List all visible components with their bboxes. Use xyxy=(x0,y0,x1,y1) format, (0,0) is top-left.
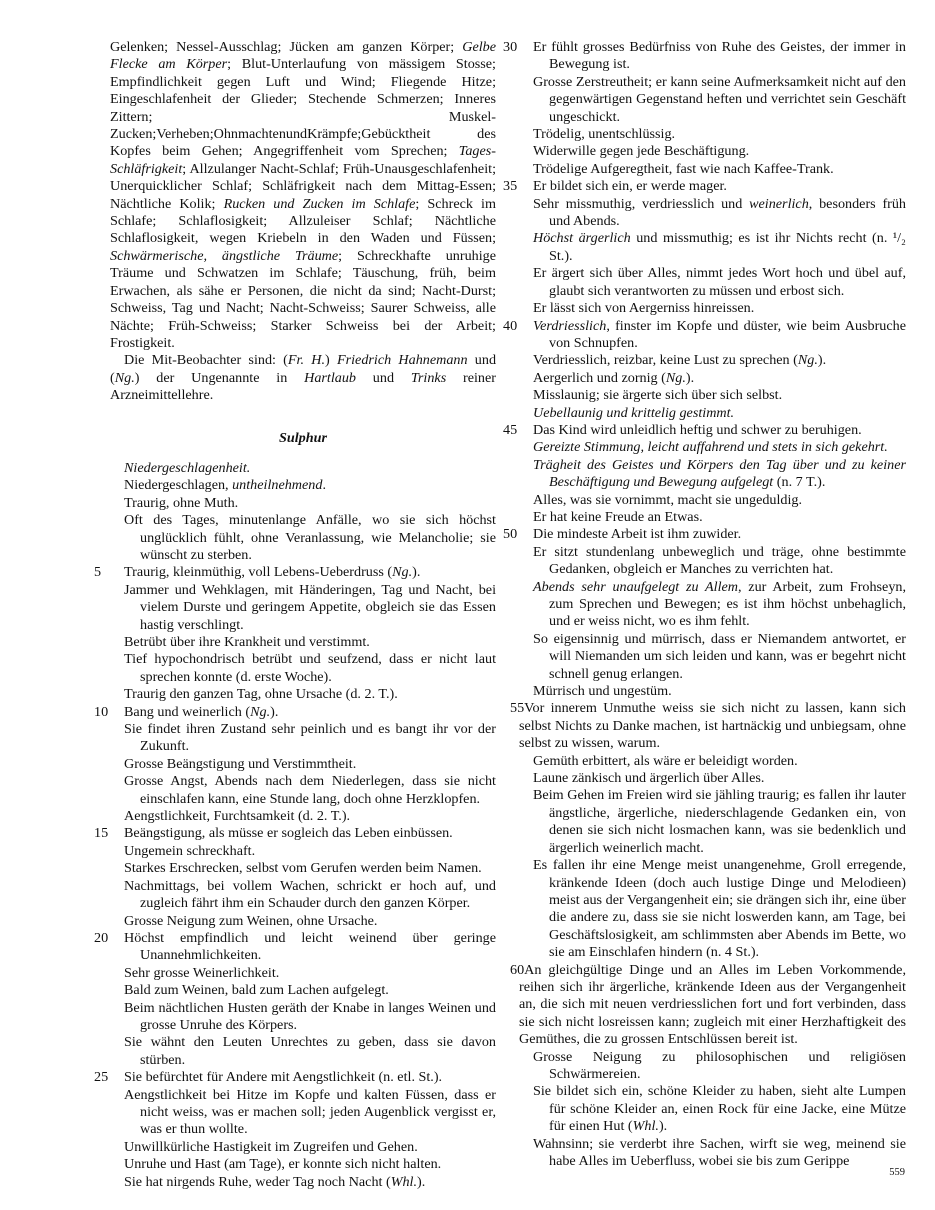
text-run: und xyxy=(355,369,411,386)
symptom-entry xyxy=(110,1034,496,1069)
symptom-entry xyxy=(94,825,496,842)
symptom-entry xyxy=(110,756,496,773)
text-run: . xyxy=(322,477,326,494)
italic-text: Ng. xyxy=(797,352,818,369)
text-run: ). xyxy=(417,1173,426,1190)
symptom-entry xyxy=(519,405,906,422)
symptom-entry xyxy=(110,965,496,982)
symptom-entry xyxy=(519,579,906,631)
text-run: Sehr grosse Weinerlichkeit. xyxy=(124,964,280,981)
text-run: Misslaunig; sie ärgerte sich über sich selbst. xyxy=(533,387,783,404)
entry-number: 15 xyxy=(94,825,109,842)
text-run: reiner Arzneimittellehre. xyxy=(110,369,496,404)
text-run: Grosse Zerstreutheit; er kann seine Aufmerksamkeit nicht auf den gegenwärtigen Gegenstand heften und verrichtet sein Geschäft ungeschickt. xyxy=(533,73,906,125)
observers-paragraph xyxy=(110,352,496,404)
symptom-entry xyxy=(503,178,906,195)
italic-text: Friedrich Hahnemann xyxy=(336,352,468,369)
symptom-entry xyxy=(110,1087,496,1139)
italic-text: Tages-Schläfrigkeit xyxy=(110,143,496,177)
italic-text: Trägheit des Geistes und Körpers den Tag über und zu keiner Beschäftigung und Bewegung aufgelegt xyxy=(533,456,906,491)
text-run: (n. 7 T.). xyxy=(773,474,826,491)
text-run: Er hat keine Freude an Etwas. xyxy=(533,508,703,525)
symptom-entry xyxy=(519,439,906,456)
symptom-entry xyxy=(519,1083,906,1135)
symptom-list-left xyxy=(94,459,496,1191)
text-run: Gelenken; Nessel-Ausschlag; Jücken am ganzen Körper; xyxy=(110,39,463,55)
symptom-entry xyxy=(519,492,906,509)
text-run: ; Schreckhafte unruhige Träume und Schwatzen im Schlafe; Täuschung, früh, beim Erwachen, als sähe er Personen, die nicht da sind; Nacht-Durst; Schweiss, Tag und Nacht; Nacht-Schweiss; Saurer Schweiss, alle Nächte; Früh-Schweiss; Starker Schweiss bei der Arbeit; Frostigkeit. xyxy=(110,247,496,351)
italic-text: Gereizte Stimmung, leicht auffahrend und stets in sich gekehrt. xyxy=(533,439,888,456)
italic-text: Hartlaub xyxy=(304,369,356,386)
symptom-entry xyxy=(519,143,906,160)
symptom-entry xyxy=(503,526,906,543)
text-run: Starkes Erschrecken, selbst vom Gerufen werden beim Namen. xyxy=(124,860,482,877)
symptom-entry xyxy=(110,982,496,999)
text-run: Sie befürchtet für Andere mit Aengstlichkeit (n. etl. St.). xyxy=(124,1069,443,1086)
text-run: Verdriesslich, reizbar, keine Lust zu sprechen ( xyxy=(533,352,798,369)
text-run: Widerwille gegen jede Beschäftigung. xyxy=(533,143,750,160)
text-run: Beängstigung, als müsse er sogleich das Leben einbüssen. xyxy=(124,825,453,842)
right-column xyxy=(503,39,906,1170)
symptom-entry xyxy=(519,74,906,126)
text-run: Traurig, kleinmüthig, voll Lebens-Ueberdruss ( xyxy=(124,564,393,581)
italic-text: Abends sehr unaufgelegt zu Allem xyxy=(533,578,739,595)
symptom-list-right xyxy=(503,39,906,1170)
entry-number: 50 xyxy=(503,526,518,543)
text-run: Die Mit-Beobachter sind: ( xyxy=(124,352,288,369)
symptom-entry xyxy=(519,126,906,143)
symptom-entry xyxy=(110,582,496,634)
symptom-entry xyxy=(519,230,906,265)
italic-text: Whl. xyxy=(632,1118,659,1135)
text-run: Die mindeste Arbeit ist ihm zuwider. xyxy=(533,526,742,543)
text-run: , besonders früh und Abends. xyxy=(549,195,906,230)
text-run: Betrübt über ihre Krankheit und verstimmt. xyxy=(124,634,370,650)
text-run: Bang und weinerlich ( xyxy=(124,703,251,720)
text-run: ; Blut-Unterlaufung von mässigem Stosse; Empfindlichkeit gegen Luft und Wind; Fliegende Hitze; Eingeschlafenheit der Glieder; Stechende Schmerzen; Inneres Zittern; Muskel-Zucken;Verheben;OhnmachtenundKrämpfe;Gebücktheit des Kopfes beim Gehen; Angegriffenheit vom Sprechen; xyxy=(110,56,496,160)
text-run: ; Schreck im Schlafe; Schlaflosigkeit; Allzuleiser Schlaf; Nächtliche Schlaflosigkeit, wegen Kriebeln in den Waden und Füssen; xyxy=(110,195,496,247)
entry-number: 25 xyxy=(94,1069,109,1086)
symptom-entry xyxy=(110,1156,496,1173)
text-run: Grosse Beängstigung und Verstimmtheit. xyxy=(124,755,357,772)
text-run: Ungemein schreckhaft. xyxy=(124,842,256,859)
symptom-entry xyxy=(94,564,496,581)
text-run: ). xyxy=(412,564,421,581)
symptom-entry xyxy=(110,1139,496,1156)
symptom-entry xyxy=(503,317,906,353)
text-run: ). xyxy=(658,1118,668,1135)
italic-text: Rucken und Zucken im Schlafe xyxy=(223,195,416,212)
text-run: Sie bildet sich ein, schöne Kleider zu haben, sieht alte Lumpen für schöne Kleider an, einen Rock für eine Jacke, eine Mütze für einen Hut ( xyxy=(533,1083,906,1135)
symptom-entry xyxy=(519,370,906,387)
italic-text: Uebellaunig und krittelig gestimmt. xyxy=(533,404,735,421)
text-run: Beim nächtlichen Husten geräth der Knabe in langes Weinen und grosse Unruhe des Körpers. xyxy=(124,999,496,1033)
symptom-entry xyxy=(519,161,906,178)
text-run: ) xyxy=(325,352,337,369)
symptom-entry xyxy=(519,457,906,492)
entry-number: 20 xyxy=(94,929,109,946)
symptom-entry xyxy=(110,860,496,877)
symptom-entry xyxy=(110,651,496,686)
text-run: Er lässt sich von Aergerniss hinreissen. xyxy=(533,300,755,317)
entry-number: 55 xyxy=(510,700,525,717)
symptom-entry xyxy=(110,1174,496,1191)
text-run: Niedergeschlagen, xyxy=(124,477,233,494)
text-run: Vor innerem Unmuthe weiss sie sich nicht zu lassen, kann sich selbst Nichts zu Danke machen, ist hartnäckig und unbiegsam, ohne selbst zu wissen, warum. xyxy=(519,700,906,752)
text-run: Laune zänkisch und ärgerlich über Alles. xyxy=(533,770,765,787)
text-run: Höchst empfindlich und leicht weinend über geringe Unannehmlichkeiten. xyxy=(124,929,496,964)
text-run: Aergerlich und zornig ( xyxy=(533,369,666,386)
section-title: Sulphur xyxy=(279,429,327,446)
symptom-entry xyxy=(110,512,496,564)
symptom-entry xyxy=(519,544,906,579)
text-run: Er sitzt stundenlang unbeweglich und träge, ohne bestimmte Gedanken, obgleich er Manches zu verrichten hat. xyxy=(533,543,906,578)
text-run: und missmuthig; es ist ihr Nichts recht (n. ¹/₂ St.). xyxy=(549,230,906,264)
symptom-entry xyxy=(519,196,906,231)
text-run: Sehr missmuthig, verdriesslich und xyxy=(533,195,750,212)
symptom-entry xyxy=(519,387,906,404)
symptom-entry xyxy=(519,1136,906,1171)
symptom-entry xyxy=(94,1069,496,1086)
text-run: Unruhe und Hast (am Tage), er konnte sich nicht halten. xyxy=(124,1156,442,1173)
italic-text: Fr. H. xyxy=(287,352,326,369)
symptom-entry xyxy=(110,477,496,494)
italic-text: Ng. xyxy=(114,369,135,386)
italic-text: Ng. xyxy=(250,703,271,720)
symptom-entry xyxy=(519,1049,906,1084)
text-run: Gemüth erbittert, als wäre er beleidigt worden. xyxy=(533,752,798,769)
text-run: ; Allzulanger Nacht-Schlaf; Früh-Unausgeschlafenheit; Unerquicklicher Schlaf; Schläfrigkeit nach dem Mittag-Essen; Nächtliche Kolik; xyxy=(110,160,496,212)
symptom-entry xyxy=(110,495,496,512)
symptom-entry xyxy=(519,509,906,526)
symptom-entry xyxy=(110,460,496,477)
text-run: Aengstlichkeit bei Hitze im Kopfe und kalten Füssen, dass er nicht weiss, was er machen soll; jeden Augenblick vergisst er, was er thun wollte. xyxy=(124,1086,496,1138)
italic-text: Niedergeschlagenheit. xyxy=(124,459,251,476)
symptom-entry xyxy=(503,39,906,74)
italic-text: weinerlich xyxy=(749,195,809,212)
italic-text: Whl. xyxy=(390,1173,418,1190)
symptom-entry xyxy=(519,265,906,300)
symptom-entry xyxy=(503,421,906,439)
text-run: Unwillkürliche Hastigkeit im Zugreifen und Gehen. xyxy=(124,1138,418,1155)
italic-text: Ng. xyxy=(392,564,413,581)
text-run: Sie wähnt den Leuten Unrechtes zu geben, dass sie davon stürben. xyxy=(124,1034,496,1068)
text-run: Beim Gehen im Freien wird sie jähling traurig; es fallen ihr lauter ängstliche, ärgerliche, niederschlagende Gedanken ein, von denen sie sich nicht losmachen kann, was sie bedenklich und ärgerlich weinerlich macht. xyxy=(533,787,906,856)
italic-text: Ng. xyxy=(665,369,686,386)
text-run: Aengstlichkeit, Furchtsamkeit (d. 2. T.). xyxy=(124,808,351,825)
symptom-entry xyxy=(519,787,906,857)
text-run: So eigensinnig und mürrisch, dass er Niemandem antwortet, er will Niemanden um sich leiden und kann, was er begehrt nicht schnell genug erlangen. xyxy=(533,630,906,682)
italic-text: untheilnehmend xyxy=(232,477,323,494)
continuation-paragraph xyxy=(110,39,496,352)
entry-number: 5 xyxy=(94,564,102,581)
symptom-entry xyxy=(519,770,906,787)
text-run: und ( xyxy=(110,352,497,386)
entry-number: 30 xyxy=(503,39,518,55)
text-run: Er ärgert sich über Alles, nimmt jedes Wort hoch und übel auf, glaubt sich verantworten zu müssen und erbost sich. xyxy=(533,265,906,299)
text-run: Trödelig, unentschlüssig. xyxy=(533,126,676,143)
symptom-entry xyxy=(519,857,906,961)
text-run: Traurig, ohne Muth. xyxy=(124,494,239,511)
text-run: Jammer und Wehklagen, mit Händeringen, Tag und Nacht, bei vielem Durste und geringem Appetite, obgleich sie das Essen hastig verschlingt. xyxy=(124,581,496,633)
symptom-entry xyxy=(110,878,496,913)
text-run: Bald zum Weinen, bald zum Lachen aufgelegt. xyxy=(124,982,389,999)
text-run: Oft des Tages, minutenlange Anfälle, wo sie sich höchst unglücklich fühlt, ohne Veranlassung, wie Melancholie; sie wünscht zu sterben. xyxy=(124,512,496,563)
symptom-entry xyxy=(110,843,496,860)
symptom-entry xyxy=(519,753,906,770)
text-run: ) der Ungenannte in xyxy=(134,369,305,386)
text-run: Traurig den ganzen Tag, ohne Ursache (d. 2. T.). xyxy=(124,686,398,703)
symptom-entry xyxy=(110,634,496,651)
text-run: Nachmittags, bei vollem Wachen, schrickt er hoch auf, und zugleich fährt ihm ein Schauder durch den ganzen Körper. xyxy=(124,877,496,912)
symptom-entry xyxy=(94,929,496,965)
italic-text: Trinks xyxy=(410,369,447,386)
symptom-entry xyxy=(519,631,906,683)
symptom-entry xyxy=(510,700,906,752)
text-run: ). xyxy=(685,369,695,386)
entry-number: 45 xyxy=(503,421,518,438)
symptom-entry xyxy=(94,703,496,721)
text-run: Sie hat nirgends Ruhe, weder Tag noch Nacht ( xyxy=(124,1173,391,1190)
text-run: Es fallen ihr eine Menge meist unangenehme, Groll erregende, kränkende Ideen (doch auch lustige Dinge und Melodieen) meist aus der Vergangenheit ein; sie drängen sich ihr, eine über die andere zu, dass sie sie nicht loswerden kann, am Tage, bei Geschäftslosigkeit, am schlimmsten aber Abends im Bette, wo sie am Einschlafen hindern (n. 4 St.). xyxy=(533,857,906,961)
symptom-entry xyxy=(519,300,906,317)
entry-number: 60 xyxy=(510,961,525,978)
text-run: Das Kind wird unleidlich heftig und schwer zu beruhigen. xyxy=(533,421,862,438)
italic-text: Schwärmerische, ängstliche Träume xyxy=(110,247,339,264)
symptom-entry xyxy=(110,686,496,703)
text-run: ). xyxy=(817,352,827,369)
text-run: Alles, was sie vornimmt, macht sie ungeduldig. xyxy=(533,491,803,508)
symptom-entry xyxy=(110,773,496,808)
entry-number: 40 xyxy=(503,317,518,334)
italic-text: Höchst ärgerlich xyxy=(533,230,631,247)
symptom-entry xyxy=(110,913,496,930)
text-run: Grosse Angst, Abends nach dem Niederlegen, dass sie nicht einschlafen kann, eine Stunde lang, doch ohne Herzklopfen. xyxy=(124,773,496,807)
text-run: , zur Arbeit, zum Frohseyn, zum Sprechen und Bewegen; es ist ihm höchst unbehaglich, und er weiss nicht, wo es ihm fehlt. xyxy=(549,578,906,630)
text-run: An gleichgültige Dinge und an Alles im Leben Vorkommende, reihen sich ihr ärgerliche, kränkende Ideen aus der Vergangenheit an, die sich mit neuen verdriesslichen fort und fort verbinden, dass sie sich nicht losreissen kann; zugleich mit einer Herzhaftigkeit des Gemüthes, die zu grossen Entschlüssen bereit ist. xyxy=(519,961,906,1048)
text-run: , finster im Kopfe und düster, wie beim Ausbruche von Schnupfen. xyxy=(549,317,906,351)
entry-number: 35 xyxy=(503,178,518,195)
italic-text: Gelbe Flecke am Körper xyxy=(110,39,496,73)
symptom-entry xyxy=(519,352,906,369)
text-run: Wahnsinn; sie verderbt ihre Sachen, wirft sie weg, meinend sie habe Alles im Ueberfluss, wobei sie bis zum Gerippe xyxy=(533,1135,906,1169)
symptom-entry xyxy=(510,961,906,1049)
text-run: Er fühlt grosses Bedürfniss von Ruhe des Geistes, der immer in Bewegung ist. xyxy=(533,39,906,73)
text-run: Er bildet sich ein, er werde mager. xyxy=(533,178,727,195)
symptom-entry xyxy=(110,808,496,825)
symptom-entry xyxy=(110,1000,496,1035)
text-run: Grosse Neigung zum Weinen, ohne Ursache. xyxy=(124,912,378,929)
symptom-entry xyxy=(519,683,906,700)
text-run: ). xyxy=(270,703,279,720)
text-run: Trödelige Aufgeregtheit, fast wie nach Kaffee-Trank. xyxy=(533,160,834,177)
text-run: Grosse Neigung zu philosophischen und religiösen Schwärmereien. xyxy=(533,1048,906,1082)
entry-number: 10 xyxy=(94,703,109,720)
text-run: Mürrisch und ungestüm. xyxy=(533,683,672,700)
italic-text: Verdriesslich xyxy=(533,317,607,334)
text-run: Tief hypochondrisch betrübt und seufzend, dass er nicht laut sprechen konnte (d. erste Woche). xyxy=(124,651,496,685)
page-number: 559 xyxy=(889,1167,905,1178)
symptom-entry xyxy=(110,721,496,756)
left-column xyxy=(94,39,497,1191)
text-run: Sie findet ihren Zustand sehr peinlich und es bangt ihr vor der Zukunft. xyxy=(124,721,496,755)
